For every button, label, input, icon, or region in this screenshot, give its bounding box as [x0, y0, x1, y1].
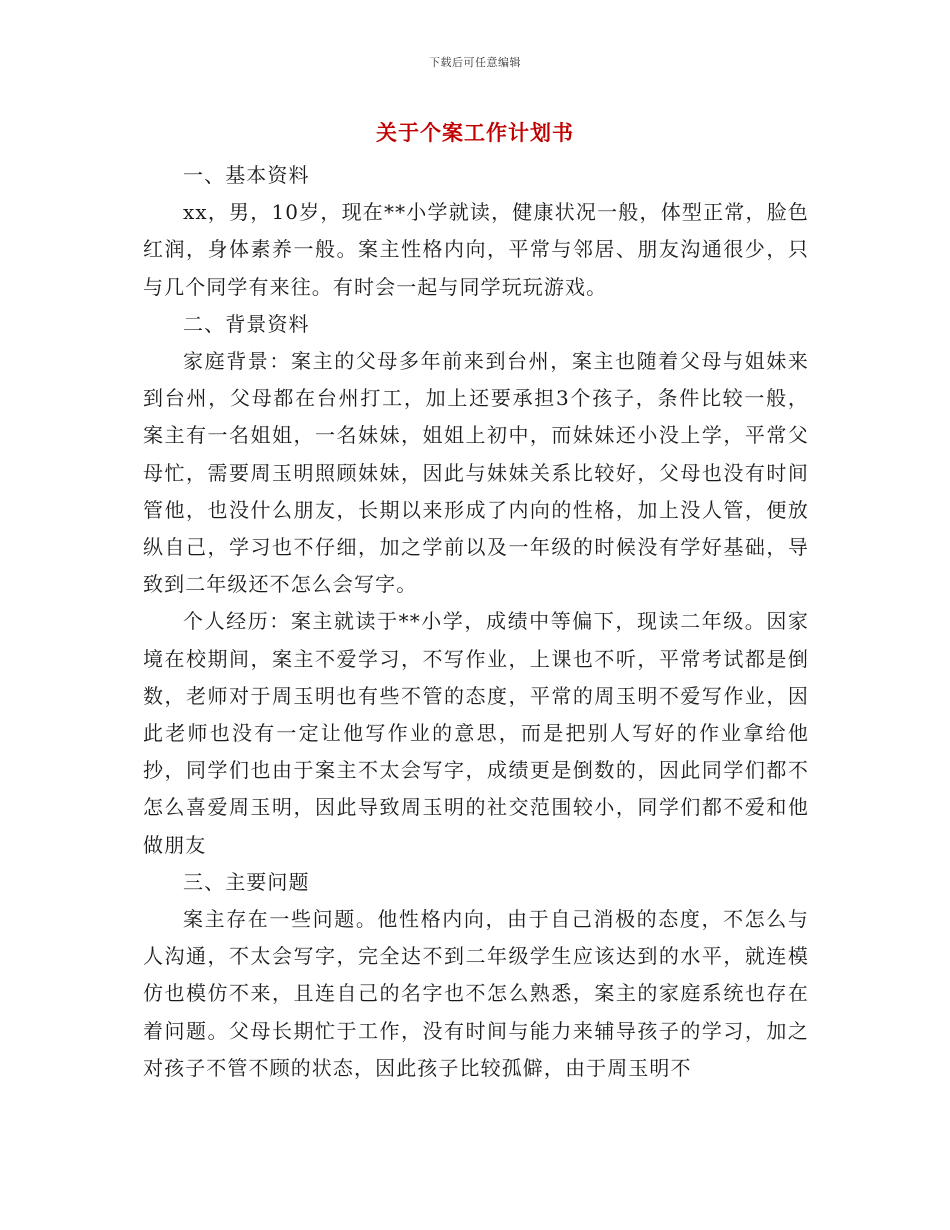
paragraph-main-problems: 案主存在一些问题。他性格内向，由于自己消极的态度，不怎么与人沟通，不太会写字，完全达不到二年级学生应该达到的水平，就连模仿也模仿不来，且连自己的名字也不怎么熟悉，案主的家庭系统也存在着问题。父母长期忙于工作，没有时间与能力来辅导孩子的学习，加之对孩子不管不顾的状态，因此孩子比较孤僻，由于周玉明不 [143, 907, 809, 1080]
paragraph-personal-history: 个人经历：案主就读于**小学，成绩中等偏下，现读二年级。因家境在校期间，案主不爱学习，不写作业，上课也不听，平常考试都是倒数，老师对于周玉明也有些不管的态度，平常的周玉明不爱写作业，因此老师也没有一定让他写作业的意思，而是把别人写好的作业拿给他抄，同学们也由于案主不太会写字，成绩更是倒数的，因此同学们都不怎么喜爱周玉明，因此导致周玉明的社交范围较小，同学们都不爱和他做朋友 [143, 609, 809, 857]
paragraph-family-background: 家庭背景：案主的父母多年前来到台州，案主也随着父母与姐妹来到台州，父母都在台州打工，加上还要承担3个孩子，条件比较一般，案主有一名姐姐，一名妹妹，姐姐上初中，而妹妹还小没上学，平常父母忙，需要周玉明照顾妹妹，因此与妹妹关系比较好，父母也没有时间管他，也没什么朋友，长期以来形成了内向的性格，加上没人管，便放纵自己，学习也不仔细，加之学前以及一年级的时候没有学好基础，导致到二年级还不怎么会写字。 [143, 349, 809, 597]
document-body [143, 157, 809, 1087]
section-heading-basic-info: 一、基本资料 [183, 163, 310, 187]
page-header-note: 下载后可任意编辑 [429, 56, 521, 69]
section-heading-main-problems: 三、主要问题 [183, 869, 310, 894]
section-heading-background: 二、背景资料 [183, 311, 310, 336]
paragraph-basic-info: xx，男，10岁，现在**小学就读，健康状况一般，体型正常，脸色红润，身体素养一般。案主性格内向，平常与邻居、朋友沟通很少，只与几个同学有来往。有时会一起与同学玩玩游戏。 [143, 200, 809, 299]
document-title: 关于个案工作计划书 [376, 120, 574, 145]
